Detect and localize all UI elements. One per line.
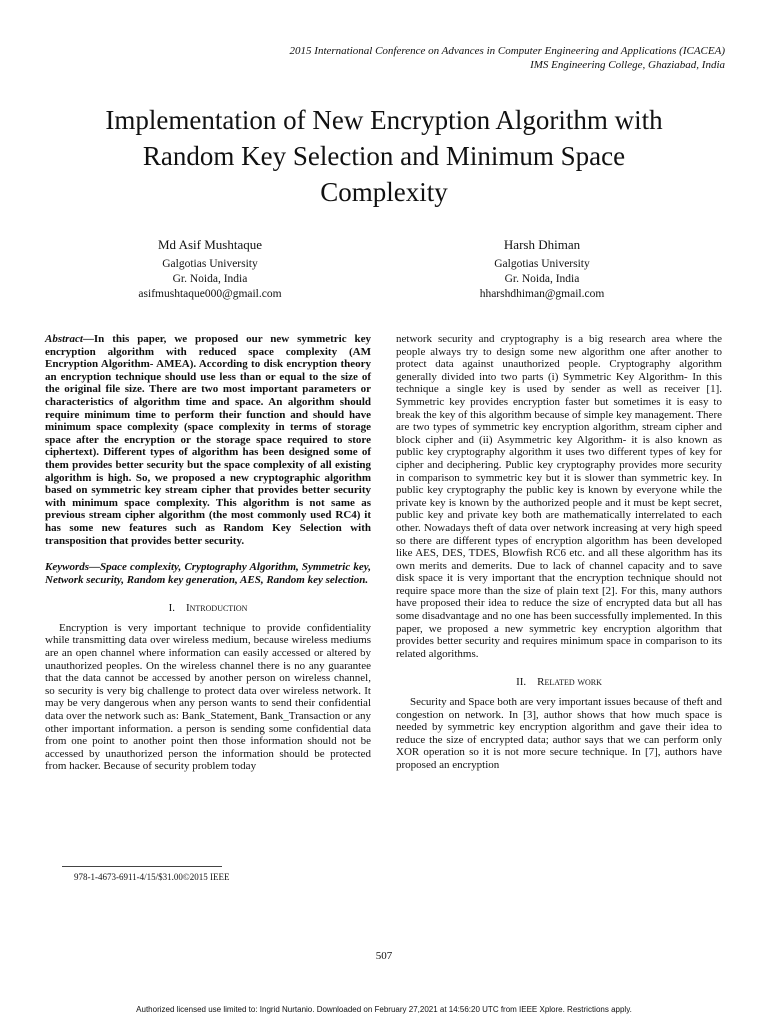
author-affiliation: Galgotias University xyxy=(162,258,258,270)
keywords: Keywords—Space complexity, Cryptography Algorithm, Symmetric key, Network security, Random key generation, AES, Random key selection. xyxy=(45,561,371,586)
conference-header xyxy=(290,44,725,72)
abstract xyxy=(45,333,371,547)
conference-name: 2015 International Conference on Advances in Computer Engineering and Applications (ICACEA) xyxy=(289,45,725,57)
paper-title xyxy=(40,102,728,210)
author-block-1 xyxy=(80,237,340,302)
introduction-continued-text: network security and cryptography is a big research area where the people always try to design some new algorithm one after another to protect data against unauthorized people. Cryptography algorithm generally divided into two parts (i) Symmetric Key Algorithm- In this technique a single key is used by sender as well as receiver [1]. Symmetric key provides encryption faster but sometimes it is easy to break the key of this algorithm because of simple key management. There are two types of symmetric key encryption algorithm, stream cipher and block cipher and (ii) Asymmetric key Algorithm- it is also known as public key cryptography algorithm it uses two different types of key for cipher and deciphering. Public key cryptography provides more security in comparison to symmetric key but it is slower than symmetric key. In public key cryptography the public key is known by everyone while the private key is known by the authorized people and it must be kept secret, public key and private key both are mathematically interrelated to each other. Nowadays theft of data over network increasing at very high speed so there are different types of encryption algorithm has been developed like AES, DES, TDES, Blowfish RC6 etc. and all these algorithm has its own merits and demerits. Due to lack of channel capacity and to save disk space it is very important that the encryption technique should not require space more than the size of plain text [2]. For this, many authors have proposed their idea to reduce the size of encrypted data but all has some disadvantage and no one has been successfully implemented. In this paper, we proposed a new symmetric key encryption algorithm that provides better security and requires minimum space in comparison to its related algorithms. xyxy=(396,333,722,660)
title-line-3: Complexity xyxy=(320,177,448,207)
author-location: Gr. Noida, India xyxy=(504,273,580,285)
conference-venue: IMS Engineering College, Ghaziabad, India xyxy=(530,59,725,71)
abstract-text: —In this paper, we proposed our new symmetric key encryption algorithm with reduced space complexity (AM Encryption Algorithm- AMEA). According to disk encryption theory an encryption technique should use less than or equal to the size of the original file size. There are two most important parameters or characteristics of algorithm time and space. An algorithm should require minimum time to perform their function and should have minimum space complexity (space complexity in terms of storage space after the encryption or the storage space required to store ciphertext). Different types of algorithm has been designed some of them provides better security but the space complexity of all existing algorithm is high. So, we proposed a new cryptographic algorithm based on symmetric key stream cipher that provides better security with minimum space complexity. This algorithm is not same as previous stream cipher algorithm (the most commonly used RC4) it has some new features such as Random Key Selection with transposition that provides better security. xyxy=(45,333,371,547)
right-column xyxy=(396,333,722,772)
license-notice: Authorized licensed use limited to: Ingrid Nurtanio. Downloaded on February 27,2021 at 14:56:20 UTC from IEEE Xplore. Restrictions apply. xyxy=(136,1005,632,1014)
copyright-footnote: 978-1-4673-6911-4/15/$31.00©2015 IEEE xyxy=(74,872,230,882)
author-affiliation: Galgotias University xyxy=(494,258,590,270)
footnote-divider xyxy=(62,866,222,867)
author-email[interactable]: hharshdhiman@gmail.com xyxy=(479,288,605,300)
abstract-label: Abstract xyxy=(45,333,83,345)
title-line-2: Random Key Selection and Minimum Space xyxy=(142,141,626,171)
author-name: Harsh Dhiman xyxy=(503,237,581,252)
author-block-2 xyxy=(412,237,672,302)
section-heading-introduction: I. Introduction xyxy=(168,602,248,615)
section-heading-related-work: II. Related work xyxy=(516,676,602,689)
author-location: Gr. Noida, India xyxy=(172,273,248,285)
author-name: Md Asif Mushtaque xyxy=(158,237,262,252)
left-column xyxy=(45,333,371,773)
page-number: 507 xyxy=(375,950,393,962)
author-email[interactable]: asifmushtaque000@gmail.com xyxy=(138,288,282,300)
introduction-text: Encryption is very important technique to provide confidentiality while transmitting data over wireless medium, because wireless mediums are an open channel where information can easily accessed or altered by unauthorized peoples. On the wireless channel there is no any guarantee that the data cannot be accessed by another person on wireless channel, so security is very big challenge to protect data over wireless network. It may be very dangerous when any person wants to send their confidential data over the network such as: Bank_Statement, Bank_Transaction or any other important information. a person is sending some confidential data from one point to another point then those information should not be accessed by unauthorized person the information should be protected from hacker. Because of security problem today xyxy=(45,621,371,773)
related-work-text: Security and Space both are very important issues because of theft and congestion on network. In [3], author shows that how much space is needed by symmetric key encryption algorithm and gave their idea to reduce the size of encrypted data; author says that we can perform only XOR operation so it is not more secure technique. In [7], authors have proposed an encryption xyxy=(396,696,722,771)
title-line-1: Implementation of New Encryption Algorithm with xyxy=(105,105,663,135)
